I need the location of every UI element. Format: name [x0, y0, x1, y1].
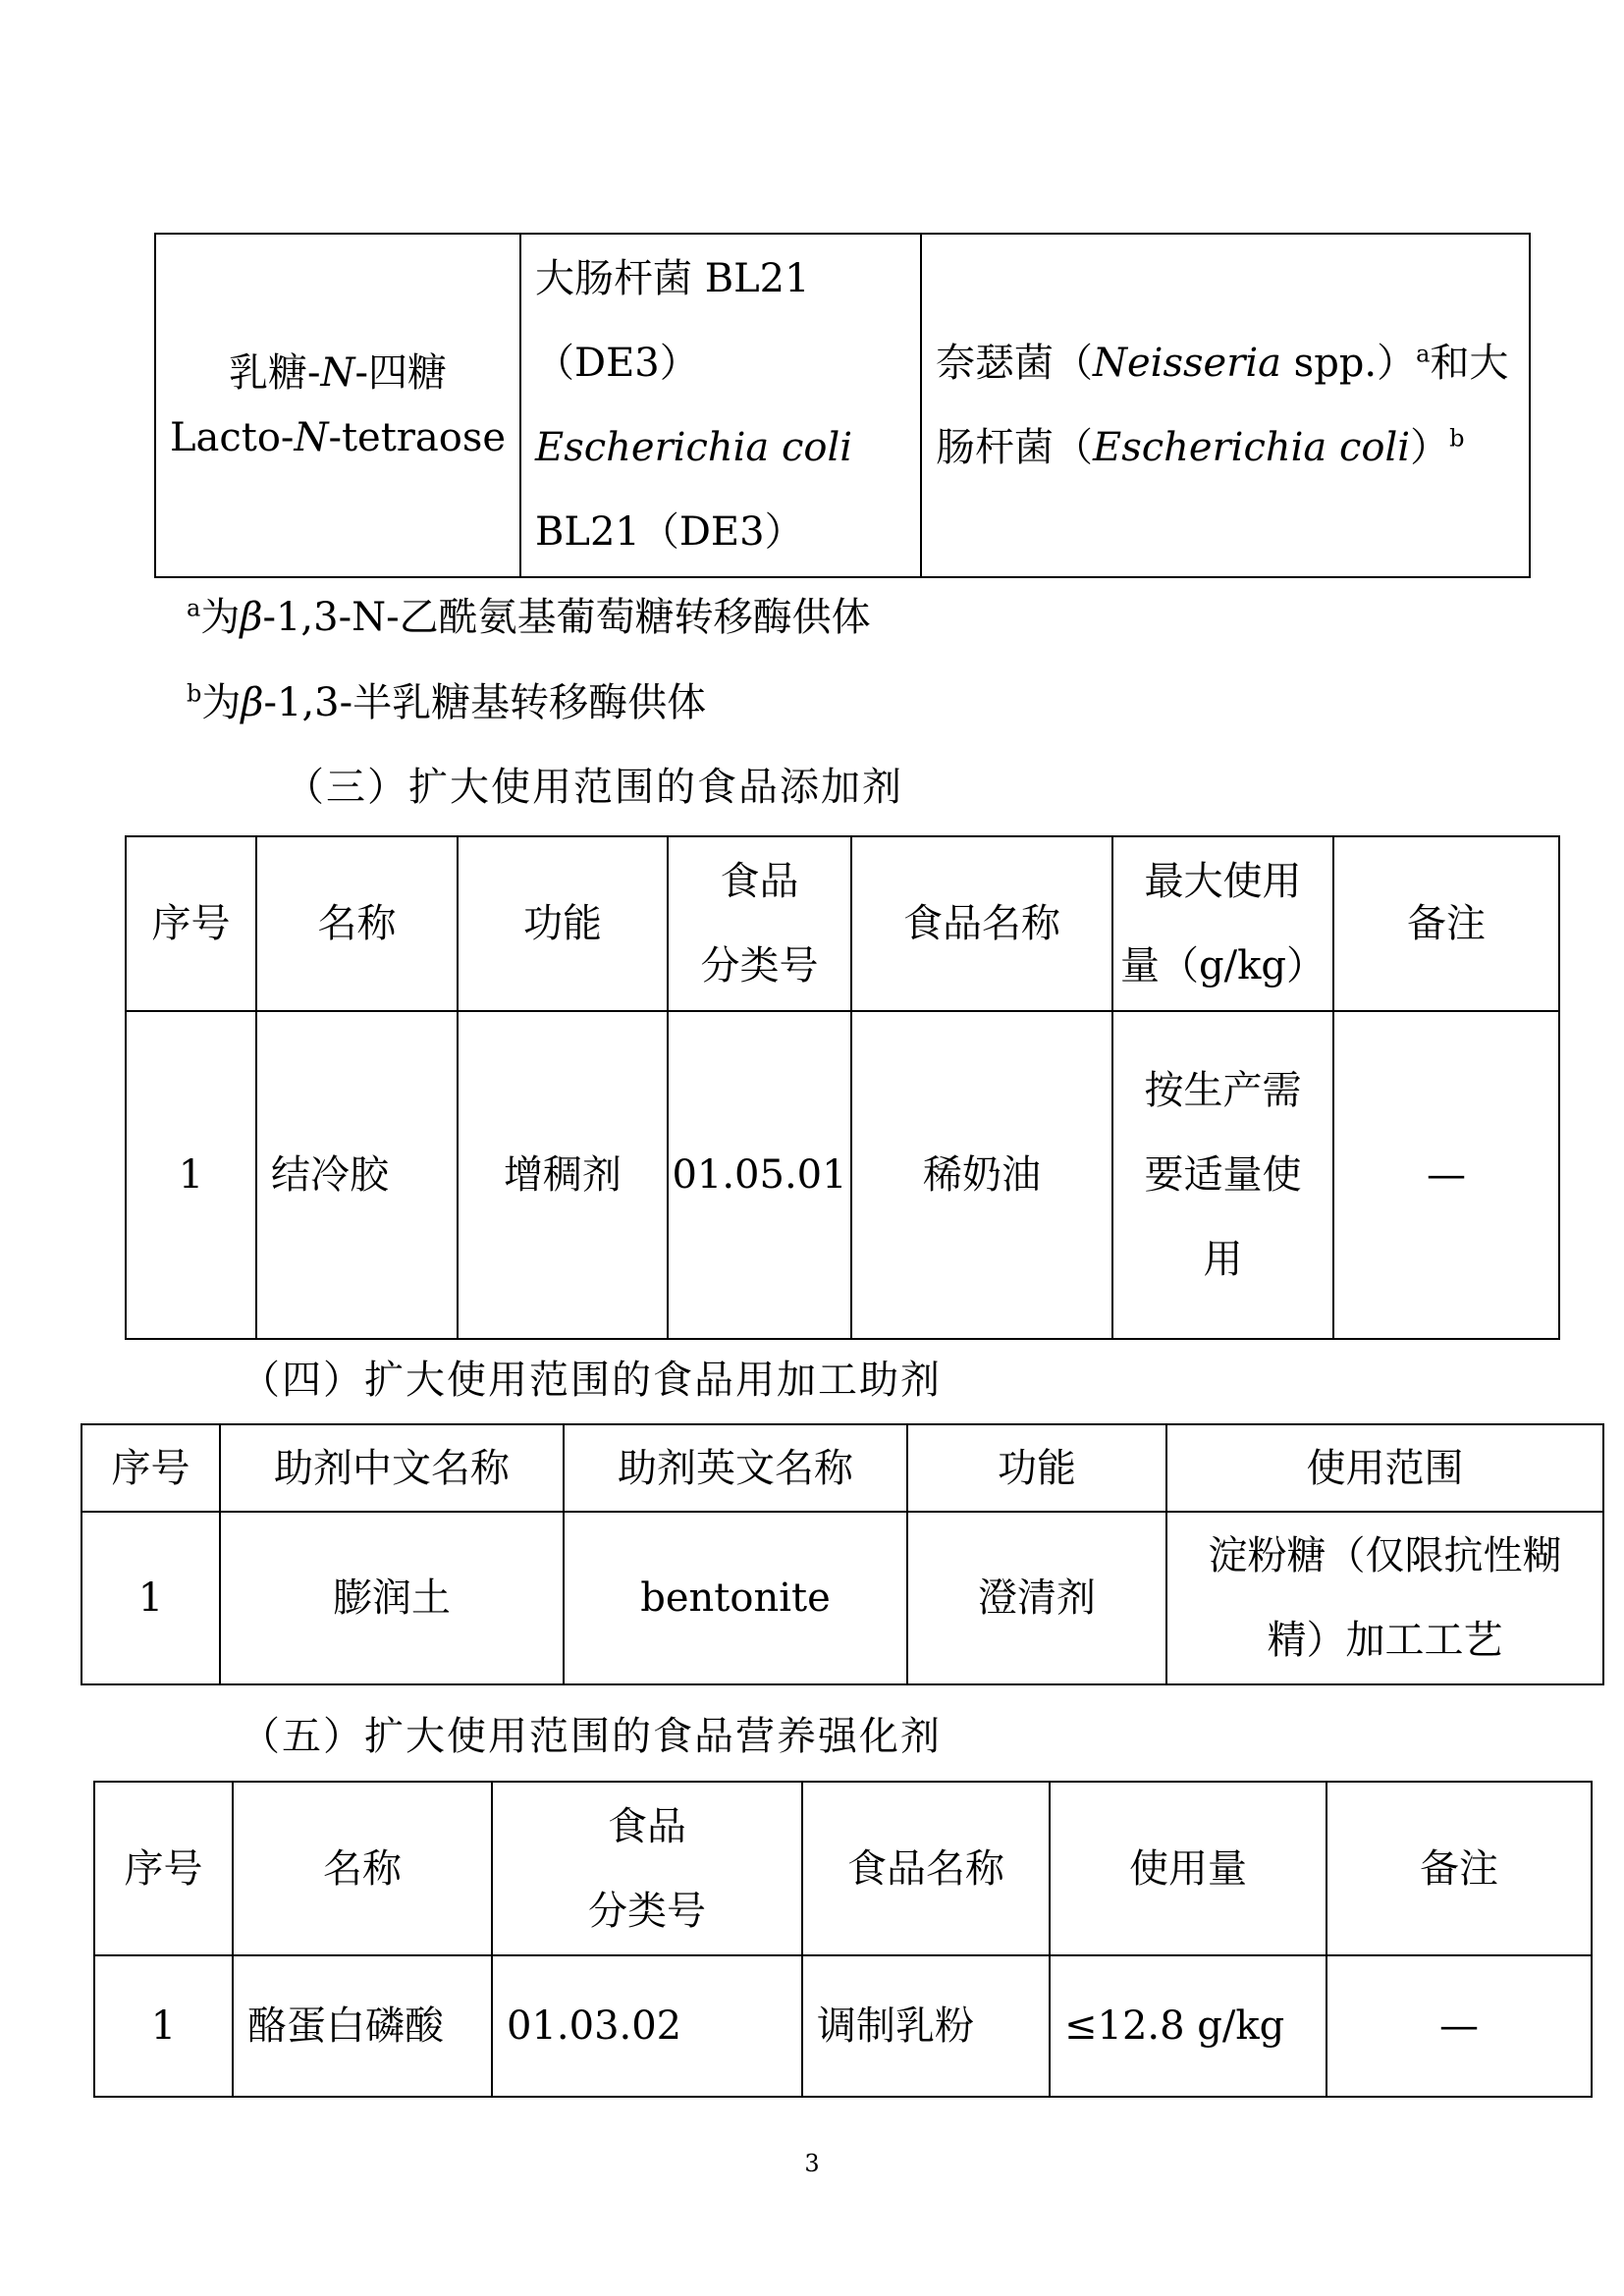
donor-text: ） [1410, 425, 1450, 470]
header-category-line: 食品 [608, 1803, 686, 1849]
footnote-b-text: 为 [201, 680, 242, 725]
footnote-a-text: 为 [200, 595, 241, 640]
header-food-name: 食品名称 [802, 1782, 1050, 1955]
header-category [668, 836, 851, 1011]
cell-remark: — [1333, 1011, 1559, 1339]
donor-text: spp.） [1280, 341, 1417, 386]
cell-remark: — [1326, 1955, 1592, 2097]
header-function: 功能 [907, 1424, 1166, 1512]
cell-max-usage-line: 按生产需 [1144, 1068, 1302, 1113]
header-category [492, 1782, 802, 1955]
header-scope: 使用范围 [1166, 1424, 1603, 1512]
cell-name: 酪蛋白磷酸 [233, 1955, 492, 2097]
substance-cn-italic: N [320, 350, 355, 396]
page-number: 3 [804, 2150, 820, 2177]
cell-cn-name: 膨润土 [220, 1512, 564, 1684]
donor-text: 和大 [1430, 341, 1509, 386]
substance-cn-tail: -四糖 [354, 350, 448, 396]
footnote-marker-a: a [1416, 340, 1431, 368]
header-category-line: 食品 [720, 859, 799, 904]
header-en-name: 助剂英文名称 [564, 1424, 907, 1512]
header-max-usage-line: 量（g/kg） [1120, 943, 1326, 988]
cell-amount: ≤12.8 g/kg [1050, 1955, 1326, 2097]
header-function: 功能 [458, 836, 668, 1011]
cell-category: 01.05.01 [668, 1011, 851, 1339]
header-max-usage [1112, 836, 1333, 1011]
donor-text: 奈瑟菌（ [936, 341, 1093, 386]
section-4-heading: （四）扩大使用范围的食品用加工助剂 [241, 1358, 942, 1403]
header-name: 名称 [256, 836, 458, 1011]
footnote-a-rest: -1,3-N-乙酰氨基葡萄糖转移酶供体 [262, 595, 871, 640]
donor-species: Escherichia coli [1093, 425, 1411, 470]
donor-cell [921, 234, 1530, 577]
strain-line: 大肠杆菌 BL21 [535, 256, 810, 301]
strain-line: （DE3） [535, 341, 699, 386]
footnote-a-marker: a [187, 594, 201, 622]
footnote-b-rest: -1,3-半乳糖基转移酶供体 [263, 680, 707, 725]
section-3-heading: （三）扩大使用范围的食品添加剂 [285, 765, 903, 810]
header-food-name: 食品名称 [851, 836, 1112, 1011]
donor-text: 肠杆菌（ [936, 425, 1093, 470]
footnote-b-beta: β [241, 680, 264, 725]
cell-max-usage-line: 要适量使 [1144, 1152, 1302, 1198]
table-row [81, 1512, 1603, 1684]
header-remark: 备注 [1333, 836, 1559, 1011]
table-row [94, 1955, 1592, 2097]
cell-function: 澄清剂 [907, 1512, 1166, 1684]
cell-food-name: 稀奶油 [851, 1011, 1112, 1339]
table-row [126, 1011, 1559, 1339]
substance-en-tail: -tetraose [328, 415, 507, 460]
footnote-b [187, 679, 706, 726]
nutrition-fortifier-table [93, 1781, 1593, 2098]
header-no: 序号 [126, 836, 256, 1011]
header-name: 名称 [233, 1782, 492, 1955]
table-header-row [126, 836, 1559, 1011]
table-header-row [94, 1782, 1592, 1955]
section-5-heading: （五）扩大使用范围的食品营养强化剂 [241, 1714, 942, 1759]
header-cn-name: 助剂中文名称 [220, 1424, 564, 1512]
production-strain-cell [520, 234, 921, 577]
table-header-row [81, 1424, 1603, 1512]
cell-max-usage [1112, 1011, 1333, 1339]
cell-scope-line: 精）加工工艺 [1267, 1618, 1503, 1663]
food-additive-table [125, 835, 1560, 1340]
footnote-b-marker: b [187, 679, 202, 708]
table-row [155, 234, 1530, 577]
cell-max-usage-line: 用 [1203, 1237, 1243, 1282]
cell-category: 01.03.02 [492, 1955, 802, 2097]
processing-aid-table [81, 1423, 1604, 1685]
header-category-line: 分类号 [700, 943, 819, 988]
cell-function: 增稠剂 [458, 1011, 668, 1339]
donor-genus: Neisseria [1093, 341, 1281, 386]
footnote-a [187, 594, 871, 641]
substance-cn-head: 乳糖- [228, 350, 321, 396]
cell-scope [1166, 1512, 1603, 1684]
footnote-a-beta: β [240, 595, 263, 640]
substance-en-head: Lacto- [169, 415, 295, 460]
cell-scope-line: 淀粉糖（仅限抗性糊 [1208, 1533, 1562, 1578]
cell-name: 结冷胶 [256, 1011, 458, 1339]
substance-en-italic: N [294, 415, 329, 460]
header-no: 序号 [94, 1782, 233, 1955]
footnote-marker-b: b [1449, 424, 1465, 453]
cell-no: 1 [81, 1512, 220, 1684]
cell-food-name: 调制乳粉 [802, 1955, 1050, 2097]
header-amount: 使用量 [1050, 1782, 1326, 1955]
substance-name-cell [155, 234, 520, 577]
cell-no: 1 [126, 1011, 256, 1339]
hmo-strain-table [154, 233, 1531, 578]
header-category-line: 分类号 [588, 1888, 706, 1934]
strain-line: BL21（DE3） [535, 509, 804, 555]
header-remark: 备注 [1326, 1782, 1592, 1955]
cell-en-name: bentonite [564, 1512, 907, 1684]
header-no: 序号 [81, 1424, 220, 1512]
header-max-usage-line: 最大使用 [1144, 859, 1302, 904]
strain-line: Escherichia coli [535, 425, 853, 470]
cell-no: 1 [94, 1955, 233, 2097]
